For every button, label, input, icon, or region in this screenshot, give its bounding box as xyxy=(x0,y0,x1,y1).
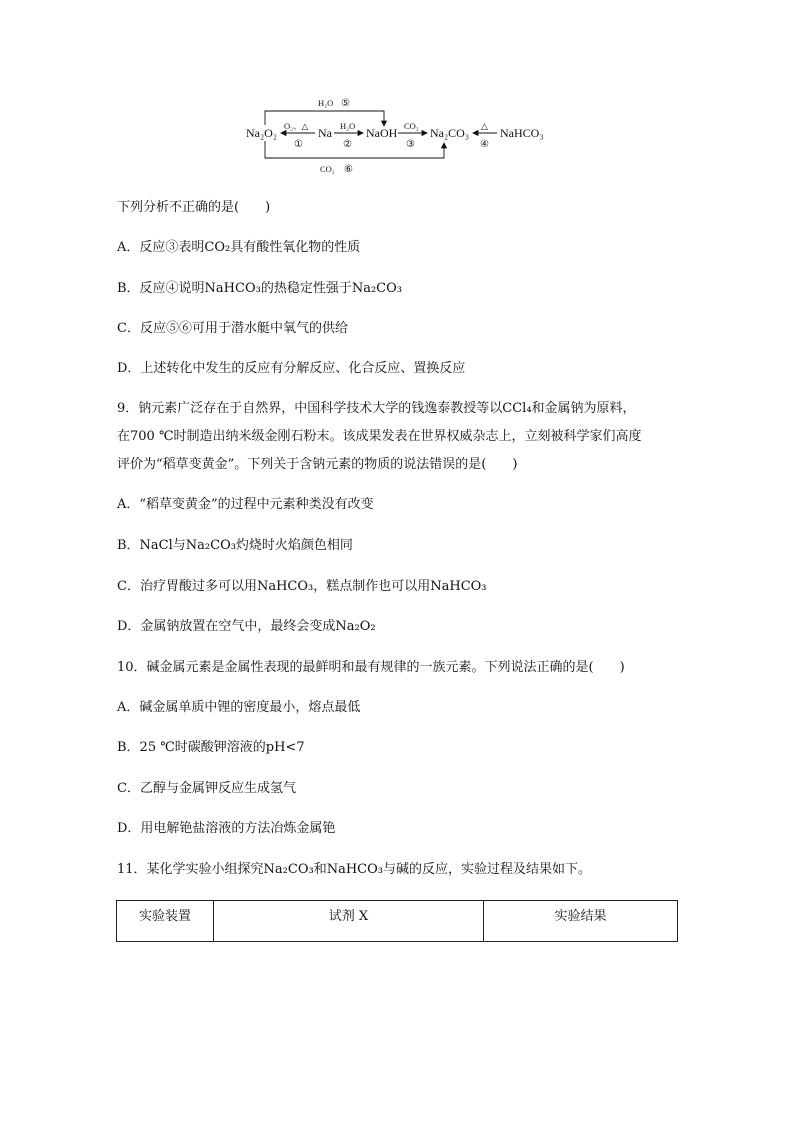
arrow-1-number: ① xyxy=(294,139,303,150)
arrow-5-number: ⑤ xyxy=(341,98,350,109)
q9-option-c: C．治疗胃酸过多可以用NaHCO₃，糕点制作也可以用NaHCO₃ xyxy=(117,579,487,594)
table-header-row xyxy=(117,901,678,942)
arrow-4-condition: △ xyxy=(481,121,488,131)
q10-option-c: C．乙醇与金属钾反应生成氢气 xyxy=(117,781,296,796)
q9-stem-line-2: 在700 ℃时制造出纳米级金刚石粉末。该成果发表在世界权威杂志上，立刻被科学家们高度 xyxy=(117,429,642,444)
q9-option-b: B．NaCl与Na₂CO₃灼烧时火焰颜色相同 xyxy=(117,538,353,553)
arrow-1-condition: O₂、△ xyxy=(284,121,309,131)
q10-option-a: A．碱金属单质中锂的密度最小，熔点最低 xyxy=(117,700,361,715)
arrow-6 xyxy=(265,141,444,158)
species-na: Na xyxy=(318,126,332,140)
arrow-6-condition: CO₂ xyxy=(320,164,335,174)
arrow-5-condition: H₂O xyxy=(318,98,334,108)
q11-stem: 11．某化学实验小组探究Na₂CO₃和NaHCO₃与碱的反应，实验过程及结果如下。 xyxy=(117,862,591,877)
q8-option-a: A．反应③表明CO₂具有酸性氧化物的性质 xyxy=(117,240,361,255)
arrow-3-number: ③ xyxy=(406,139,415,150)
table-header: 实验结果 xyxy=(484,901,678,942)
q9-option-d: D．金属钠放置在空气中，最终会变成Na₂O₂ xyxy=(117,619,376,634)
q10-option-b: B．25 ℃时碳酸钾溶液的pH<7 xyxy=(117,740,305,755)
arrow-2-number: ② xyxy=(343,139,352,150)
table-header: 试剂 X xyxy=(214,901,484,942)
arrow-6-number: ⑥ xyxy=(344,164,353,175)
table-header: 实验装置 xyxy=(117,901,214,942)
q10-stem: 10．碱金属元素是金属性表现的最鲜明和最有规律的一族元素。下列说法正确的是( ) xyxy=(117,660,625,675)
reaction-scheme-diagram xyxy=(0,0,794,180)
q9-option-a: A．“稻草变黄金”的过程中元素种类没有改变 xyxy=(117,497,374,512)
species-naoh: NaOH xyxy=(366,126,398,140)
q8-option-c: C．反应⑤⑥可用于潜水艇中氧气的供给 xyxy=(117,321,348,336)
q10-option-d: D．用电解铯盐溶液的方法冶炼金属铯 xyxy=(117,821,336,836)
arrow-2-condition: H₂O xyxy=(340,121,356,131)
arrow-4-number: ④ xyxy=(480,139,489,150)
q9-stem xyxy=(117,400,687,484)
species-na2o2: Na₂O₂ xyxy=(246,126,278,140)
q9-stem-line-3: 评价为“稻草变黄金”。下列关于含钠元素的物质的说法错误的是( ) xyxy=(117,457,518,472)
q9-stem-line-1: 9．钠元素广泛存在于自然界，中国科学技术大学的钱逸泰教授等以CCl₄和金属钠为原料， xyxy=(117,401,636,416)
species-na2co3: Na₂CO₃ xyxy=(430,126,470,140)
experiment-table xyxy=(116,900,678,942)
arrow-3-condition: CO₂ xyxy=(404,121,419,131)
species-nahco3: NaHCO₃ xyxy=(500,126,544,140)
q8-option-d: D．上述转化中发生的反应有分解反应、化合反应、置换反应 xyxy=(117,361,466,376)
q8-option-b: B．反应④说明NaHCO₃的热稳定性强于Na₂CO₃ xyxy=(117,281,402,296)
q8-stem: 下列分析不正确的是( ) xyxy=(117,200,271,215)
arrow-5 xyxy=(265,111,384,126)
